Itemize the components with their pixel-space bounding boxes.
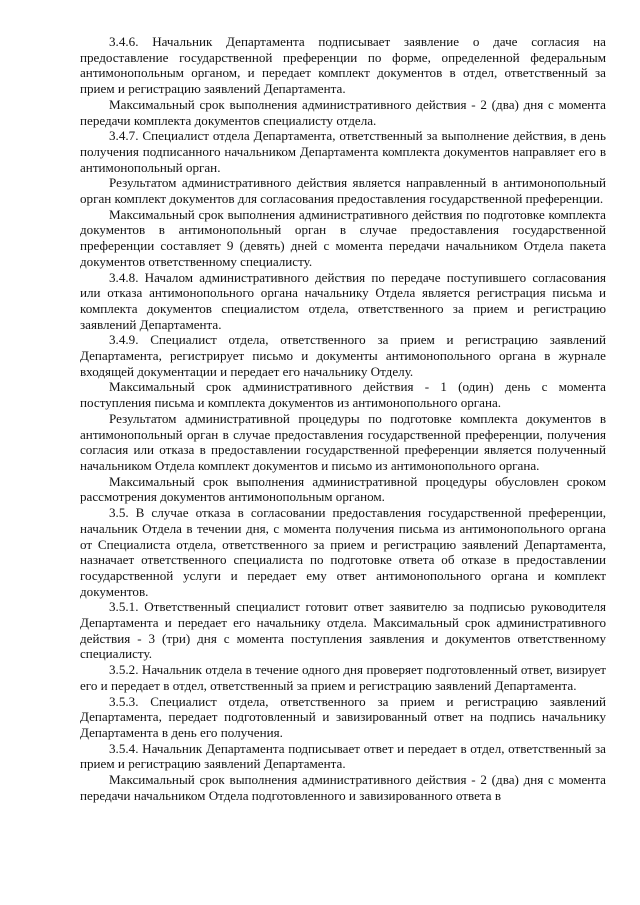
paragraph-3-5-4: 3.5.4. Начальник Департамента подписывает ответ и передает в отдел, ответственный за прием и регистрацию заявлений Департамента. (80, 740, 606, 772)
paragraph-deadline-9-days: Максимальный срок выполнения административного действия по подготовке комплекта документов в антимонопольный орган в случае предоставления государственной преференции составляет 9 (девять) дней с момента передачи начальником Отдела пакета документов ответственному специалисту. (80, 206, 606, 269)
paragraph-deadline-2-days: Максимальный срок выполнения административного действия - 2 (два) дня с момента передачи комплекта документов специалисту отдела. (80, 96, 606, 128)
paragraph-3-5-1: 3.5.1. Ответственный специалист готовит ответ заявителю за подписью руководителя Департамента и передает его начальнику отдела. Максимальный срок административного действия - 3 (три) дня с момента поступления заявления и документов ответственному специалисту. (80, 599, 606, 662)
paragraph-deadline-1-day: Максимальный срок административного действия - 1 (один) день с момента поступления письма и комплекта документов из антимонопольного органа. (80, 379, 606, 411)
paragraph-3-5-3: 3.5.3. Специалист отдела, ответственного за прием и регистрацию заявлений Департамента, передает подготовленный и завизированный ответ на подпись начальнику Департамента в день его получения. (80, 693, 606, 740)
paragraph-3-5: 3.5. В случае отказа в согласовании предоставления государственной преференции, начальник Отдела в течении дня, с момента получения письма из антимонопольного органа от Специалиста отдела, ответственного за прием и регистрацию заявлений Департамента, назначает ответственного специалиста по подготовке ответа об отказе в предоставлении государственной услуги и передает ему ответ антимонопольного органа и комплект документов. (80, 505, 606, 599)
document-page (80, 34, 606, 803)
paragraph-result-sent-package: Результатом административного действия является направленный в антимонопольный орган комплект документов для согласования предоставления государственной преференции. (80, 175, 606, 207)
paragraph-3-4-8: 3.4.8. Началом административного действия по передаче поступившего согласования или отказа антимонопольного органа начальнику Отдела является регистрация письма и комплекта документов специалистом отдела, ответственного за прием и регистрацию заявлений Департамента. (80, 269, 606, 332)
paragraph-deadline-final: Максимальный срок выполнения административного действия - 2 (два) дня с момента передачи начальником Отдела подготовленного и завизированного ответа в (80, 772, 606, 803)
paragraph-3-4-7: 3.4.7. Специалист отдела Департамента, ответственный за выполнение действия, в день получения подписанного начальником Департамента комплекта документов направляет его в антимонопольный орган. (80, 128, 606, 175)
paragraph-result-procedure: Результатом административной процедуры по подготовке комплекта документов в антимонопольный орган в случае предоставления государственной преференции, получения согласия или отказа в предоставлении государственной преференции является полученный начальником Отдела комплект документов и письмо из антимонопольного органа. (80, 410, 606, 473)
paragraph-3-4-9: 3.4.9. Специалист отдела, ответственного за прием и регистрацию заявлений Департамента, регистрирует письмо и документы антимонопольного органа в журнале входящей документации и передает его начальнику Отделу. (80, 332, 606, 379)
paragraph-deadline-review: Максимальный срок выполнения административной процедуры обусловлен сроком рассмотрения документов антимонопольным органом. (80, 473, 606, 505)
paragraph-3-4-6: 3.4.6. Начальник Департамента подписывает заявление о даче согласия на предоставление государственной преференции по форме, определенной федеральным антимонопольным органом, и передает комплект документов в отдел, ответственный за прием и регистрацию заявлений Департамента. (80, 34, 606, 97)
paragraph-3-5-2: 3.5.2. Начальник отдела в течение одного дня проверяет подготовленный ответ, визирует его и передает в отдел, ответственный за прием и регистрацию заявлений Департамента. (80, 662, 606, 693)
